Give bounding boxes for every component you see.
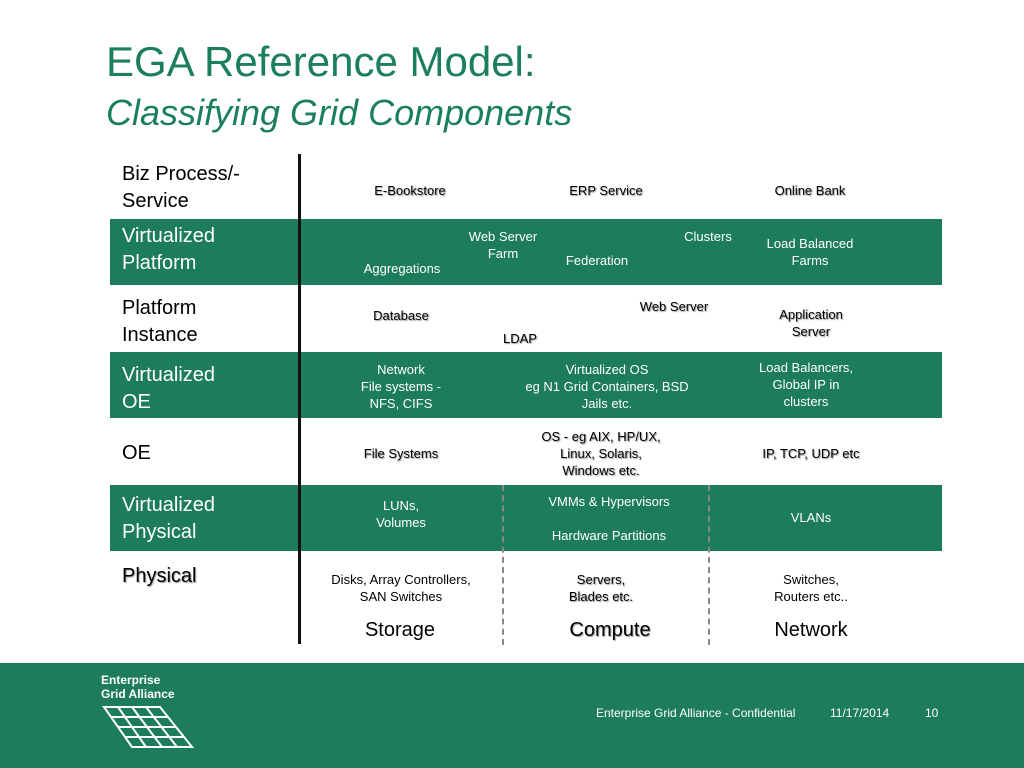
cell-application-server: Application Server — [779, 307, 843, 339]
cell-clusters: Clusters — [684, 229, 732, 244]
footer-confidential: Enterprise Grid Alliance - Confidential — [596, 706, 796, 720]
slide-title: EGA Reference Model: — [106, 38, 536, 85]
cell-federation: Federation — [565, 253, 629, 268]
row-label-virtualized-physical: Virtualized Physical — [122, 494, 216, 543]
cell-database: Database — [373, 308, 429, 323]
column-separator-storage-compute — [502, 485, 504, 645]
cell-web-server: Web Server — [639, 299, 709, 314]
cell-disks-array-controllers: Disks, Array Controllers, SAN Switches — [331, 572, 471, 604]
footer-date: 11/17/2014 — [830, 706, 890, 720]
row-label-virtualized-oe: Virtualized OE — [122, 364, 216, 413]
column-label-compute: Compute — [569, 619, 651, 641]
row-label-biz-process: Biz Process/- Service — [122, 163, 240, 212]
cell-switches-routers: Switches, Routers etc.. — [774, 572, 848, 604]
cell-servers-blades: Servers, Blades etc. — [568, 572, 634, 604]
cell-online-bank: Online Bank — [774, 183, 846, 198]
grid-logo-icon — [100, 703, 196, 751]
row-label-platform-instance: Platform Instance — [122, 297, 198, 346]
column-label-network: Network — [774, 619, 848, 641]
row-label-virtualized-platform: Virtualized Platform — [122, 225, 216, 274]
cell-ldap: LDAP — [503, 331, 537, 346]
cell-hardware-partitions: Hardware Partitions — [551, 528, 667, 543]
cell-e-bookstore: E-Bookstore — [374, 183, 446, 198]
cell-vmms-hypervisors: VMMs & Hypervisors — [548, 494, 670, 509]
cell-erp-service: ERP Service — [569, 183, 643, 198]
column-separator-compute-network — [708, 485, 710, 645]
column-label-storage: Storage — [364, 619, 436, 641]
cell-file-systems: File Systems — [363, 446, 439, 461]
cell-os: OS - eg AIX, HP/UX, Linux, Solaris, Windows etc. — [541, 429, 661, 478]
cell-load-balanced-farms: Load Balanced Farms — [766, 236, 854, 268]
cell-virtualized-os: Virtualized OS eg N1 Grid Containers, BSD Jails etc. — [525, 362, 689, 411]
logo-wordmark — [101, 673, 175, 701]
cell-aggregations: Aggregations — [363, 261, 441, 276]
cell-network-file-systems: Network File systems - NFS, CIFS — [360, 362, 442, 411]
logo-line-2: Grid Alliance — [101, 687, 175, 701]
cell-web-server-farm: Web Server Farm — [468, 229, 538, 261]
logo-line-1: Enterprise — [101, 673, 161, 687]
row-label-physical: Physical — [122, 565, 197, 587]
cell-luns-volumes: LUNs, Volumes — [376, 498, 426, 530]
cell-ip-tcp-udp: IP, TCP, UDP etc — [762, 446, 860, 461]
slide-subtitle: Classifying Grid Components — [106, 92, 573, 133]
cell-load-balancers-global-ip: Load Balancers, Global IP in clusters — [759, 360, 853, 409]
row-label-oe: OE — [122, 442, 151, 464]
row-label-divider — [298, 154, 301, 644]
cell-vlans: VLANs — [790, 510, 832, 525]
footer-page-number: 10 — [925, 706, 939, 720]
